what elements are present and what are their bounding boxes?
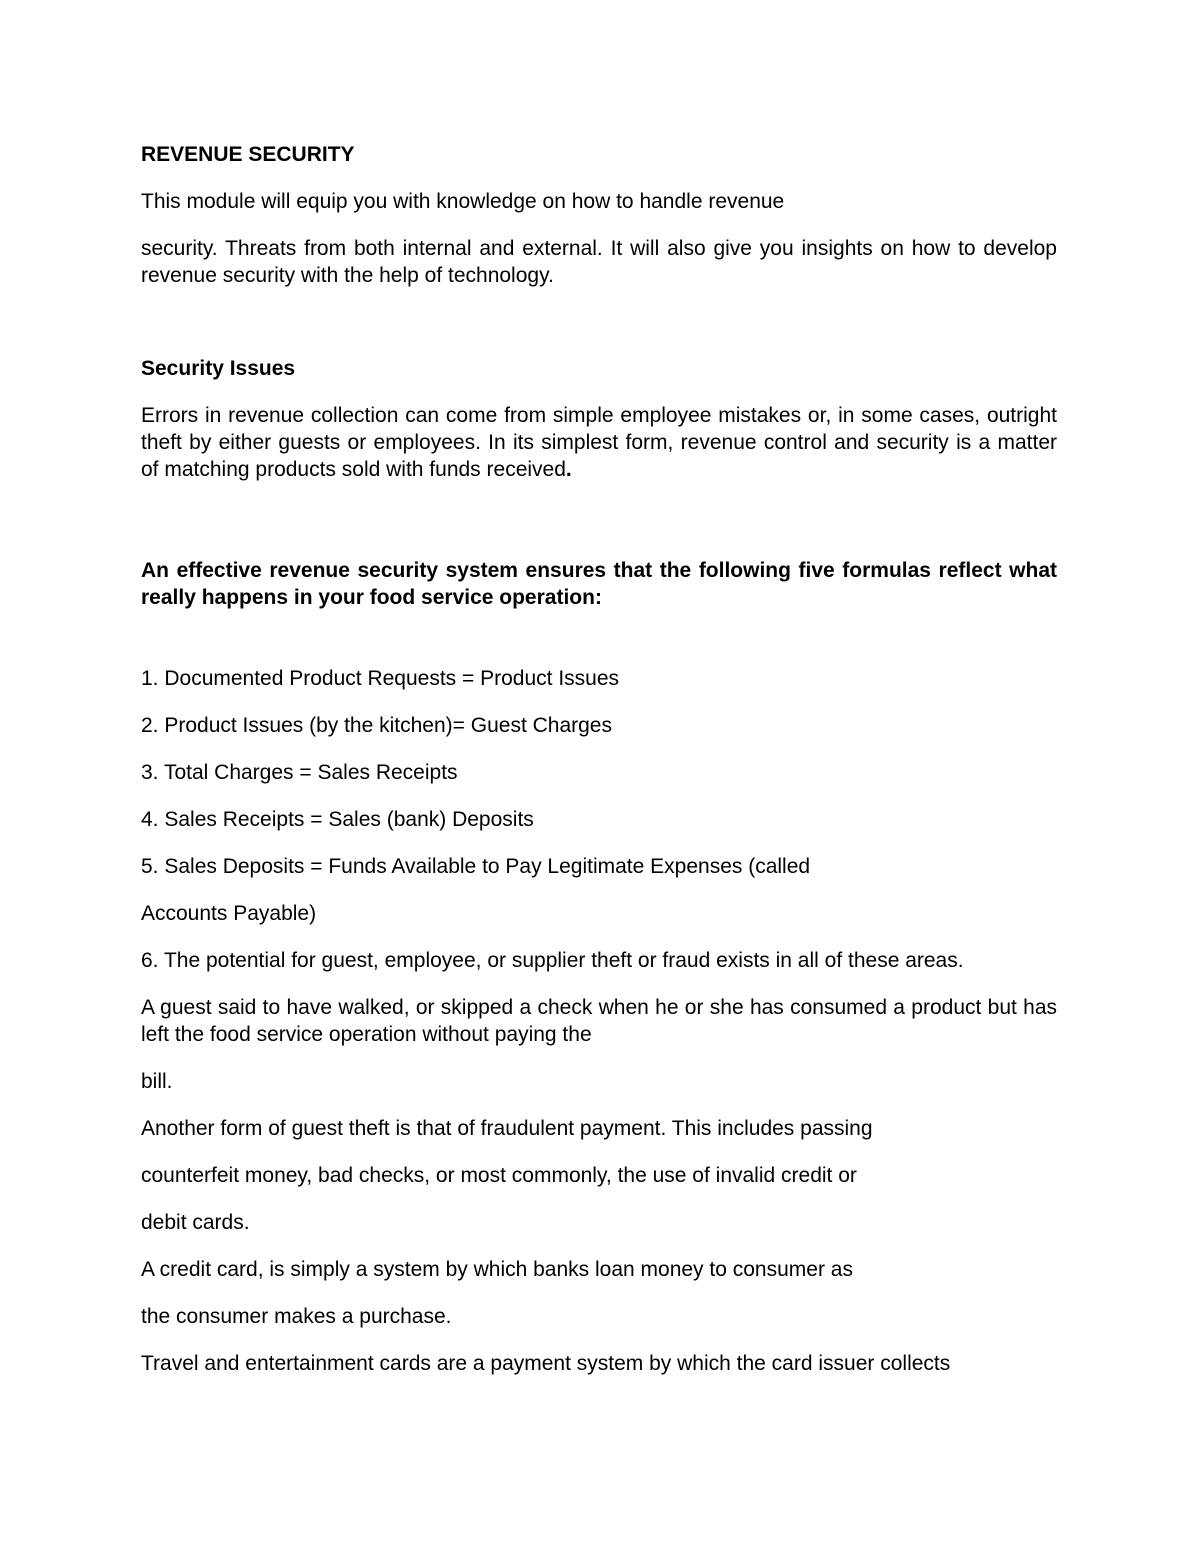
list-item: 5. Sales Deposits = Funds Available to Pay Legitimate Expenses (called (141, 855, 811, 878)
list-item-6: 6. The potential for guest, employee, or supplier theft or fraud exists in all of these areas. (141, 949, 964, 972)
list-item: 2. Product Issues (by the kitchen)= Guest Charges (141, 714, 612, 737)
intro-paragraph: security. Threats from both internal and external. It will also give you insights on how to develop revenue security with the help of technology. (141, 237, 1057, 287)
list-item-continued: Accounts Payable) (141, 902, 317, 925)
spacer (141, 631, 1057, 665)
credit-line-1: A credit card, is simply a system by which banks loan money to consumer as (141, 1258, 853, 1281)
security-issues-period: . (565, 458, 572, 481)
walked-paragraph: A guest said to have walked, or skipped a check when he or she has consumed a product but has left the food service operation without paying the (141, 996, 1057, 1046)
list-item: 1. Documented Product Requests = Product Issues (141, 667, 620, 690)
travel-line-1: Travel and entertainment cards are a payment system by which the card issuer collects (141, 1352, 951, 1375)
fraud-line-1: Another form of guest theft is that of fraudulent payment. This includes passing (141, 1117, 873, 1140)
formulas-intro-paragraph: An effective revenue security system ensures that the following five formulas reflect what really happens in your food service operation: (141, 559, 1057, 609)
list-item: 4. Sales Receipts = Sales (bank) Deposits (141, 808, 534, 831)
document-page (141, 141, 1057, 1397)
section-heading: Security Issues (141, 357, 296, 380)
fraud-line-2: counterfeit money, bad checks, or most commonly, the use of invalid credit or (141, 1164, 857, 1187)
document-title: REVENUE SECURITY (141, 143, 355, 166)
spacer (141, 309, 1057, 355)
security-issues-text: Errors in revenue collection can come from simple employee mistakes or, in some cases, outright theft by either guests or employees. In its simplest form, revenue control and security is a matter of matching products sold with funds received (141, 404, 1057, 481)
walked-paragraph-continued: bill. (141, 1070, 173, 1093)
credit-line-2: the consumer makes a purchase. (141, 1305, 452, 1328)
fraud-line-3: debit cards. (141, 1211, 250, 1234)
spacer (141, 503, 1057, 557)
intro-line-1: This module will equip you with knowledge on how to handle revenue (141, 190, 785, 213)
security-issues-paragraph (141, 402, 1057, 483)
list-item: 3. Total Charges = Sales Receipts (141, 761, 458, 784)
